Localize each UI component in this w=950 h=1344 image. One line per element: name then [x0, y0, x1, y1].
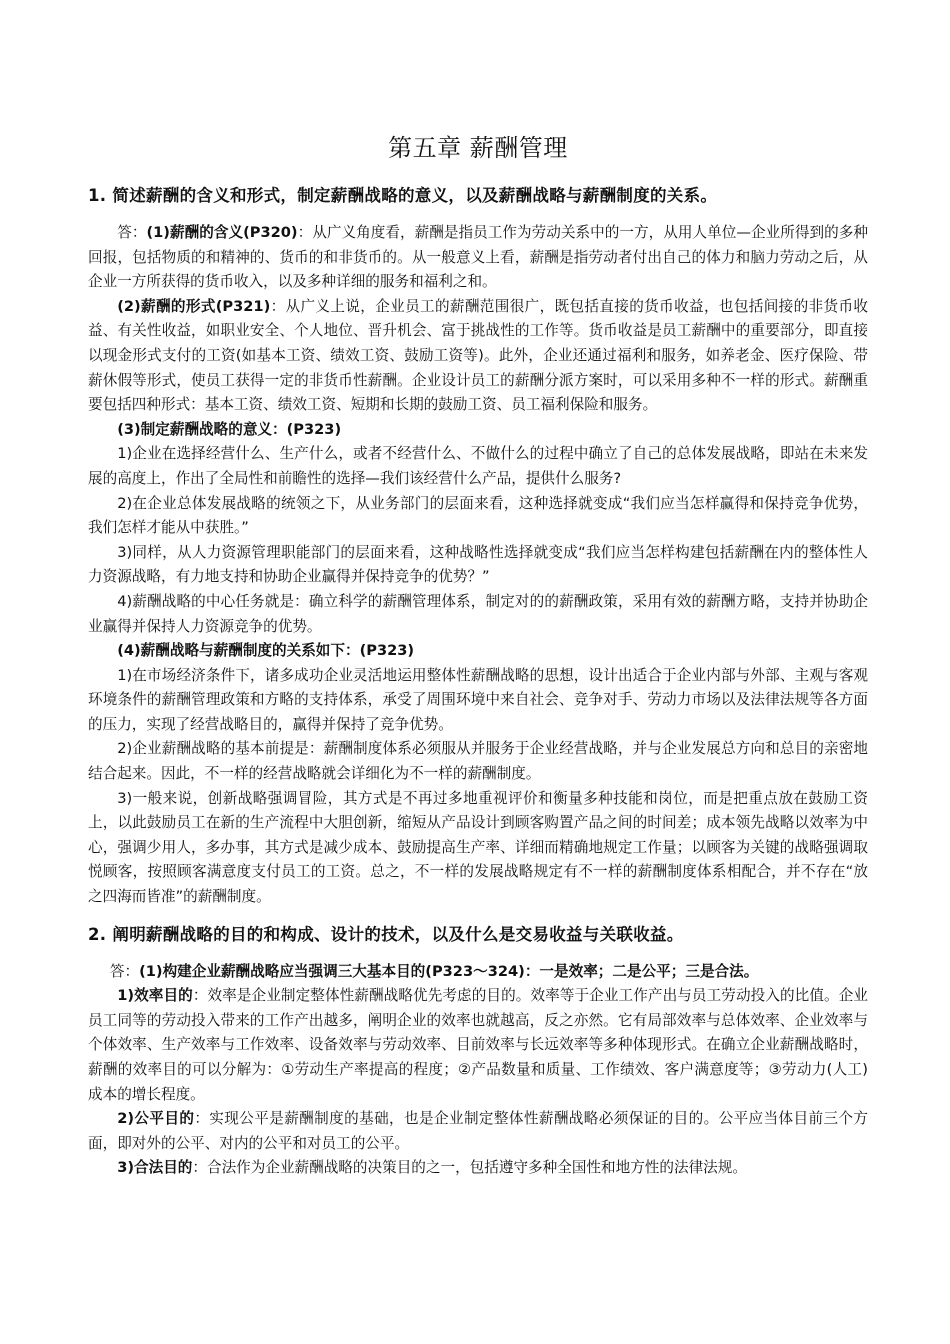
section-heading-significance [88, 418, 868, 443]
paragraph-text: ：合法作为企业薪酬战略的决策目的之一，包括遵守多种全国性和地方性的法律法规。 [192, 1159, 747, 1177]
relationship-point-1: 1)在市场经济条件下，诸多成功企业灵活地运用整体性薪酬战略的思想，设计出适合于企业内部与外部、主观与客观环境条件的薪酬管理政策和方略的支持体系，承受了周围环境中来自社会、竞争对手、劳动力市场以及法律法规等各方面的压力，实现了经营战略目的，赢得并保持了竞争优势。 [88, 666, 868, 733]
section-heading-goals: (1)构建企业薪酬战略应当强调三大基本目的(P323～324)：一是效率；二是公平；三是合法。 [139, 962, 759, 980]
answer-prefix: 答： [109, 962, 140, 980]
section-heading-text: (4)薪酬战略与薪酬制度的关系如下：(P323) [117, 642, 415, 660]
section-heading-relationship [88, 639, 868, 664]
goal-fairness-label: 2)公平目的 [117, 1110, 195, 1128]
document-page [88, 128, 868, 1181]
significance-point-3: 3)同样，从人力资源管理职能部门的层面来看，这种战略性选择就变成“我们应当怎样构建包括薪酬在内的整体性人力资源战略，有力地支持和协助企业赢得并保持竞争的优势？” [88, 543, 868, 586]
goal-legality [88, 1156, 868, 1181]
paragraph-text: ：从广义角度看，薪酬是指员工作为劳动关系中的一方，从用人单位—企业所得到的多种回报，包括物质的和精神的、货币的和非货币的。从一般意义上看，薪酬是指劳动者付出自己的体力和脑力劳动之后，从企业一方所获得的货币收入，以及多种详细的服务和福利之和。 [88, 224, 868, 291]
paragraph-text: ：实现公平是薪酬制度的基础，也是企业制定整体性薪酬战略必须保证的目的。公平应当体目前三个方面，即对外的公平、对内的公平和对员工的公平。 [88, 1110, 868, 1152]
significance-point-1: 1)企业在选择经营什么、生产什么，或者不经营什么、不做什么的过程中确立了自己的总体发展战略，即站在未来发展的高度上，作出了全局性和前瞻性的选择—我们该经营什么产品，提供什么服务? [88, 445, 868, 487]
relationship-point-2: 2)企业薪酬战略的基本前提是：薪酬制度体系必须服从并服务于企业经营战略，并与企业发展总方向和总目的亲密地结合起来。因此，不一样的经营战略就会详细化为不一样的薪酬制度。 [88, 740, 868, 783]
section-heading-meaning: (1)薪酬的含义(P320) [146, 224, 298, 241]
paragraph-text: ：从广义上说，企业员工的薪酬范围很广，既包括直接的货币收益，也包括间接的非货币收益、有关性收益，如职业安全、个人地位、晋升机会、富于挑战性的工作等。货币收益是员工薪酬中的重要部分，即直接以现金形式支付的工资(如基本工资、绩效工资、鼓励工资等)。此外，企业还通过福利和服务，如养老金、医疗保险、带薪休假等形式，使员工获得一定的非货币性薪酬。企业设计员工的薪酬分派方案时，可以采用多种不一样的形式。薪酬重要包括四种形式：基本工资、绩效工资、短期和长期的鼓励工资、员工福利保险和服务。 [88, 297, 868, 414]
paragraph-text: ：效率是企业制定整体性薪酬战略优先考虑的目的。效率等于企业工作产出与员工劳动投入的比值。企业员工同等的劳动投入带来的工作产出越多，阐明企业的效率也就越高，反之亦然。它有局部效率与总体效率、企业效率与个体效率、生产效率与工作效率、设备效率与劳动效率、目前效率与长远效率等多种体现形式。在确立企业薪酬战略时，薪酬的效率目的可以分解为：①劳动生产率提高的程度；②产品数量和质量、工作绩效、客户满意度等；③劳动力(人工)成本的增长程度。 [88, 987, 868, 1103]
answer-1-forms [88, 295, 868, 418]
section-heading-text: (3)制定薪酬战略的意义：(P323) [117, 420, 342, 438]
page-title: 第五章 薪酬管理 [388, 134, 568, 162]
significance-point-2: 2)在企业总体发展战略的统领之下，从业务部门的层面来看，这种选择就变成“我们应当怎样赢得和保持竞争优势，我们怎样才能从中获胜。” [88, 494, 868, 537]
question-2-heading: 2. 阐明薪酬战略的目的和构成、设计的技术，以及什么是交易收益与关联收益。 [88, 924, 684, 944]
relationship-point-3: 3)一般来说，创新战略强调冒险，其方式是不再过多地重视评价和衡量多种技能和岗位，而是把重点放在鼓励工资上，以此鼓励员工在新的生产流程中大胆创新，缩短从产品设计到顾客购置产品之间的时间差；成本领先战略以效率为中心，强调少用人，多办事，其方式是减少成本、鼓励提高生产率、详细而精确地规定工作量；以顾客为关键的战略强调取悦顾客，按照顾客满意度支付员工的工资。总之，不一样的发展战略规定有不一样的薪酬制度体系相配合，并不存在“放之四海而皆准”的薪酬制度。 [88, 789, 868, 906]
goal-fairness [88, 1107, 868, 1156]
significance-point-4: 4)薪酬战略的中心任务就是：确立科学的薪酬管理体系，制定对的的薪酬政策，采用有效的薪酬方略，支持并协助企业赢得并保持人力资源竞争的优势。 [88, 592, 868, 635]
answer-1-meaning [88, 221, 868, 295]
goal-efficiency-label: 1)效率目的 [117, 987, 193, 1005]
answer-2-goals [88, 960, 868, 985]
goal-legality-label: 3)合法目的 [117, 1159, 193, 1177]
section-heading-forms: (2)薪酬的形式(P321) [117, 297, 271, 315]
goal-efficiency [88, 984, 868, 1107]
answer-prefix: 答： [117, 224, 147, 241]
question-1-heading: 1. 简述薪酬的含义和形式，制定薪酬战略的意义，以及薪酬战略与薪酬制度的关系。 [88, 186, 718, 205]
